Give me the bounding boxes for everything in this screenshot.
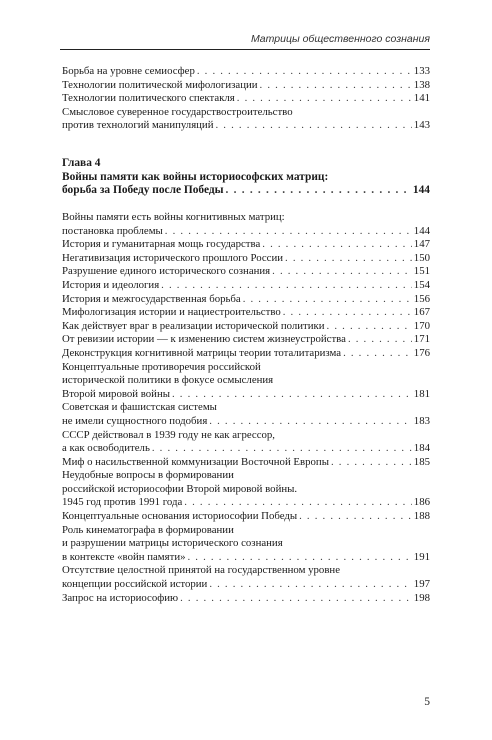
toc-entry-line xyxy=(62,119,430,133)
toc-entry-text: История и идеология xyxy=(62,278,160,291)
leader-dots xyxy=(180,592,412,606)
toc-entry-page: 198 xyxy=(413,591,430,604)
leader-dots xyxy=(283,306,412,320)
toc-entry-text: постановка проблемы xyxy=(62,224,163,237)
leader-dots xyxy=(237,92,412,106)
leader-dots xyxy=(299,510,412,524)
toc-entry xyxy=(62,106,430,133)
toc-entry-line xyxy=(62,510,430,524)
leader-dots xyxy=(161,279,412,293)
toc-entry-text: Запрос на историософию xyxy=(62,591,179,604)
leader-dots xyxy=(172,388,412,402)
toc-entry-line xyxy=(62,306,430,320)
leader-dots xyxy=(331,456,412,470)
toc-entry-text: Технологии политической мифологизации xyxy=(62,78,258,91)
leader-dots xyxy=(327,320,412,334)
page-number: 5 xyxy=(424,696,430,708)
toc-entry-page: 184 xyxy=(413,442,430,455)
toc-entry-line xyxy=(62,65,430,79)
toc-entry-text: История и гуманитарная мощь государства xyxy=(62,238,261,251)
toc-entry xyxy=(62,293,430,307)
toc-entry-text: Второй мировой войны xyxy=(62,387,170,400)
toc-entry xyxy=(62,524,430,565)
header-rule xyxy=(60,49,430,50)
toc-entry-page: 197 xyxy=(413,578,430,591)
toc-entry-page: 150 xyxy=(413,251,430,264)
toc-entry-text: против технологий манипуляций xyxy=(62,119,214,132)
toc-entry-line xyxy=(62,347,430,361)
toc-entry xyxy=(62,211,430,238)
toc-entry-page: 167 xyxy=(413,306,430,319)
leader-dots xyxy=(197,65,412,79)
toc-entry-line xyxy=(62,496,430,510)
toc-entry-page: 191 xyxy=(413,550,430,563)
toc-entry-line xyxy=(62,592,430,606)
toc-entry-page: 154 xyxy=(413,278,430,291)
toc-entry-text: Отсутствие целостной принятой на государственном уровне xyxy=(62,564,340,577)
toc-entry-line xyxy=(62,551,430,565)
chapter-title-line1: Войны памяти как войны историософских матриц: xyxy=(62,170,329,183)
toc-entry xyxy=(62,265,430,279)
chapter-heading xyxy=(62,157,430,198)
leader-dots xyxy=(226,184,411,198)
toc-entry-text: Разрушение единого исторического сознания xyxy=(62,265,271,278)
toc-entry-page: 186 xyxy=(413,496,430,509)
toc-entry-page: 170 xyxy=(413,319,430,332)
toc-entry-line xyxy=(62,564,430,578)
leader-dots xyxy=(209,578,411,592)
toc-entry-text: концепции российской истории xyxy=(62,578,208,591)
toc-entry-line xyxy=(62,106,430,120)
toc-entry-page: 151 xyxy=(413,265,430,278)
toc-entry-text: исторической политики в фокусе осмысления xyxy=(62,374,274,387)
toc-entry-page: 188 xyxy=(413,510,430,523)
toc-entry-line xyxy=(62,442,430,456)
toc-entry-text: а как освободитель xyxy=(62,442,150,455)
toc-entry-line xyxy=(62,211,430,225)
toc-entry-page: 171 xyxy=(413,333,430,346)
toc-entry-line xyxy=(62,333,430,347)
toc-entry xyxy=(62,320,430,334)
toc-entry xyxy=(62,92,430,106)
toc-entry-line xyxy=(62,238,430,252)
toc-entry-text: Неудобные вопросы в формировании xyxy=(62,469,234,482)
toc-entry-text: Мифологизация истории и нациестроительство xyxy=(62,306,281,319)
toc-entry-text: Роль кинематографа в формировании xyxy=(62,523,234,536)
toc-entry xyxy=(62,252,430,266)
toc-entry-line xyxy=(62,578,430,592)
toc-entry-line xyxy=(62,524,430,538)
toc-entry-text: История и межгосударственная борьба xyxy=(62,292,241,305)
toc-entry-line xyxy=(62,537,430,551)
toc-entry-page: 156 xyxy=(413,292,430,305)
toc-entry-line xyxy=(62,429,430,443)
toc-entry-line xyxy=(62,252,430,266)
leader-dots xyxy=(348,333,412,347)
toc-entry-text: Борьба на уровне семиосфер xyxy=(62,65,195,77)
toc-entry-text: Деконструкция когнитивной матрицы теории тоталитаризма xyxy=(62,346,342,359)
toc-entry xyxy=(62,469,430,510)
toc-entry-line xyxy=(62,225,430,239)
leader-dots xyxy=(285,252,412,266)
chapter-page: 144 xyxy=(412,184,430,197)
leader-dots xyxy=(272,265,412,279)
toc-entry-line xyxy=(62,293,430,307)
toc-entry-text: Негативизация исторического прошлого России xyxy=(62,251,284,264)
toc-entry-text: не имели сущностного подобия xyxy=(62,414,208,427)
toc-entry-text: СССР действовал в 1939 году не как агрессор, xyxy=(62,428,276,441)
leader-dots xyxy=(152,442,412,456)
toc-entry-line xyxy=(62,92,430,106)
toc-entry-page: 143 xyxy=(413,119,430,132)
running-head: Матрицы общественного сознания xyxy=(250,33,430,45)
leader-dots xyxy=(188,551,412,565)
leader-dots xyxy=(165,225,412,239)
toc-entry xyxy=(62,592,430,606)
toc-entry xyxy=(62,456,430,470)
toc-top-section xyxy=(62,65,430,133)
toc-entry-line xyxy=(62,265,430,279)
toc-entry-text: в контексте «войн памяти» xyxy=(62,550,186,563)
toc-entry-text: Смысловое суверенное государствостроительство xyxy=(62,105,293,118)
toc-entry-text: российской историософии Второй мировой войны. xyxy=(62,482,298,495)
toc-entry xyxy=(62,510,430,524)
toc-entry xyxy=(62,79,430,93)
toc-entry-line xyxy=(62,483,430,497)
toc-entry xyxy=(62,279,430,293)
leader-dots xyxy=(216,119,412,133)
toc-entry-line xyxy=(62,456,430,470)
chapter-label: Глава 4 xyxy=(62,157,101,169)
toc-entry-page: 133 xyxy=(413,65,430,77)
toc-entry-text: Концептуальные основания историософии Победы xyxy=(62,510,298,523)
leader-dots xyxy=(184,496,412,510)
toc-entry xyxy=(62,429,430,456)
toc-entry-text: Советская и фашистская системы xyxy=(62,401,217,414)
toc-entry xyxy=(62,333,430,347)
toc-entry-page: 185 xyxy=(413,455,430,468)
chapter-title-line2-row xyxy=(62,184,430,198)
toc-entry xyxy=(62,401,430,428)
leader-dots xyxy=(243,293,412,307)
toc-entry-line xyxy=(62,320,430,334)
toc-entry xyxy=(62,306,430,320)
toc-entry xyxy=(62,65,430,79)
leader-dots xyxy=(260,79,412,93)
toc-entry-text: и разрушении матрицы исторического сознания xyxy=(62,537,283,550)
leader-dots xyxy=(343,347,412,361)
toc-entry-page: 141 xyxy=(413,92,430,105)
toc-entry-text: Как действует враг в реализации исторической политики xyxy=(62,319,325,332)
toc-entry-line xyxy=(62,79,430,93)
chapter-title-line2: борьба за Победу после Победы xyxy=(62,184,224,197)
toc-entry-page: 144 xyxy=(413,224,430,237)
toc-entry-page: 147 xyxy=(413,238,430,251)
toc-entry-line xyxy=(62,279,430,293)
toc-entry xyxy=(62,564,430,591)
toc-entry-text: Миф о насильственной коммунизации Восточной Европы xyxy=(62,455,329,468)
toc-entry xyxy=(62,361,430,402)
toc-entry-page: 183 xyxy=(413,414,430,427)
toc-entry-text: От ревизии истории — к изменению систем жизнеустройства xyxy=(62,333,346,346)
toc-entry-text: 1945 год против 1991 года xyxy=(62,496,183,509)
toc-entry-line xyxy=(62,469,430,483)
toc-entry-line xyxy=(62,374,430,388)
toc-entry-line xyxy=(62,361,430,375)
toc-entry-page: 138 xyxy=(413,78,430,91)
toc-entry-line xyxy=(62,388,430,402)
toc-entry-line xyxy=(62,401,430,415)
toc-entry-line xyxy=(62,415,430,429)
toc-entry xyxy=(62,238,430,252)
toc-entry-text: Войны памяти есть войны когнитивных матриц: xyxy=(62,211,285,223)
toc-entry-page: 181 xyxy=(413,387,430,400)
leader-dots xyxy=(209,415,412,429)
toc-entry xyxy=(62,347,430,361)
leader-dots xyxy=(262,238,412,252)
toc-entry-text: Концептуальные противоречия российской xyxy=(62,360,261,373)
toc-entry-text: Технологии политического спектакля xyxy=(62,92,235,105)
toc-entry-page: 176 xyxy=(413,346,430,359)
toc-main-section xyxy=(62,211,430,605)
